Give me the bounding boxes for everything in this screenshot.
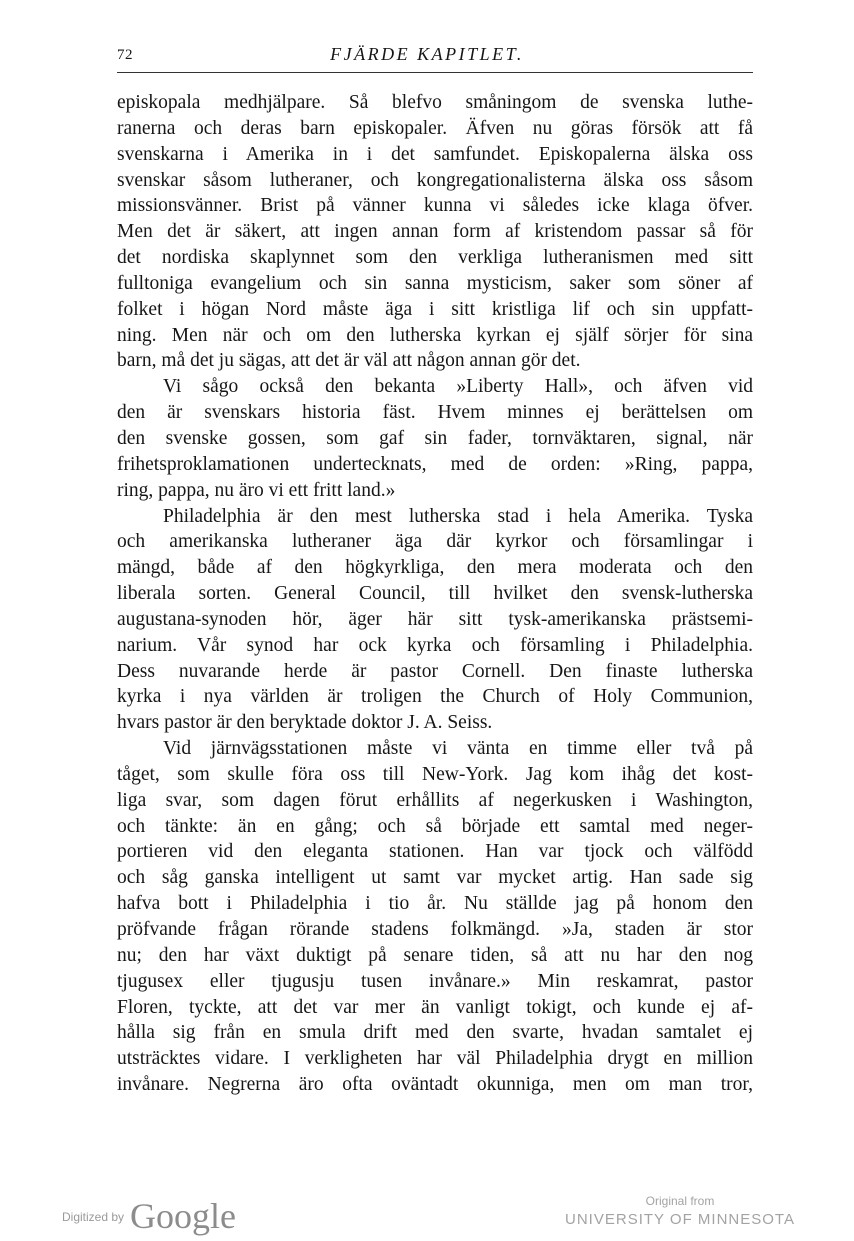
- text-line: ning. Men när och om den lutherska kyrkan ej själf sörjer för sina: [117, 324, 753, 346]
- text-line: augustana-synoden hör, äger här sitt tysk-amerikanska prästsemi-: [117, 608, 753, 630]
- text-line: folket i högan Nord måste äga i sitt kristliga lif och sin uppfatt-: [117, 298, 753, 320]
- text-line: pröfvande frågan rörande stadens folkmängd. »Ja, staden är stor: [117, 919, 753, 940]
- original-from-watermark: [560, 1194, 800, 1228]
- text-line: liberala sorten. General Council, till hvilket den svensk-lutherska: [117, 583, 753, 605]
- text-line: tjugusex eller tjugusju tusen invånare.» Min reskamrat, pastor: [117, 970, 753, 992]
- text-line: Men det är säkert, att ingen annan form af kristendom passar så för: [117, 221, 753, 243]
- running-head: FJÄRDE KAPITLET.: [330, 44, 524, 64]
- original-from-label: Original from: [645, 1194, 715, 1208]
- text-line: portieren vid den eleganta stationen. Han var tjock och välfödd: [117, 841, 753, 863]
- text-line: invånare. Negrerna äro ofta oväntadt okunniga, men om man tror,: [117, 1074, 753, 1096]
- text-line: den svenske gossen, som gaf sin fader, tornväktaren, signal, när: [117, 427, 753, 449]
- text-line: det nordiska skaplynnet som den verkliga lutheranismen med sitt: [117, 247, 753, 269]
- text-line: utsträcktes vidare. I verkligheten har väl Philadelphia drygt en million: [117, 1048, 753, 1070]
- text-line: narium. Vår synod har ock kyrka och församling i Philadelphia.: [117, 634, 753, 656]
- text-line: ranerna och deras barn episkopaler. Äfven nu göras försök att få: [117, 117, 753, 139]
- institution-name: UNIVERSITY OF MINNESOTA: [565, 1211, 795, 1228]
- text-line: hvars pastor är den beryktade doktor J. A. Seiss.: [117, 712, 493, 734]
- text-line: fulltoniga evangelium och sin sanna mysticism, saker som söner af: [117, 272, 753, 294]
- text-line: tåget, som skulle föra oss till New-York. Jag kom ihåg det kost-: [117, 763, 753, 785]
- text-line: svenskarna i Amerika in i det samfundet. Episkopalerna älska oss: [117, 143, 753, 165]
- header-rule: [117, 72, 753, 73]
- text-line: nu; den har växt duktigt på senare tiden, så att nu har den nog: [117, 944, 753, 966]
- text-line: hafva bott i Philadelphia i tio år. Nu ställde jag på honom den: [117, 893, 753, 915]
- text-line: ring, pappa, nu äro vi ett fritt land.»: [117, 479, 396, 501]
- text-line: och såg ganska intelligent ut samt var mycket artig. Han sade sig: [117, 867, 753, 889]
- body-text: [117, 90, 753, 1098]
- text-line: missionsvänner. Brist på vänner kunna vi således icke klaga öfver.: [117, 195, 753, 217]
- digitized-by-label: Digitized by: [62, 1210, 125, 1224]
- digitized-by-watermark: [62, 1188, 237, 1236]
- text-line: Vid järnvägsstationen måste vi vänta en timme eller två på: [163, 738, 753, 760]
- text-line: kyrka i nya världen är troligen the Church of Holy Communion,: [117, 686, 753, 708]
- text-line: Philadelphia är den mest lutherska stad i hela Amerika. Tyska: [163, 505, 753, 527]
- text-line: Floren, tyckte, att det var mer än vanligt tokigt, och kunde ej af-: [117, 996, 753, 1018]
- page-number: 72: [117, 47, 133, 63]
- text-line: mängd, både af den högkyrkliga, den mera moderata och den: [117, 557, 753, 579]
- text-line: den är svenskars historia fäst. Hvem minnes ej berättelsen om: [117, 402, 753, 424]
- text-line: och tänkte: än en gång; och så började ett samtal med neger-: [117, 815, 753, 837]
- text-line: barn, må det ju sägas, att det är väl att någon annan gör det.: [117, 350, 581, 372]
- text-line: svenskar såsom lutheraner, och kongregationalisterna älska oss såsom: [117, 169, 753, 191]
- text-line: Vi sågo också den bekanta »Liberty Hall», och äfven vid: [163, 376, 753, 398]
- text-line: liga svar, som dagen förut erhållits af negerkusken i Washington,: [117, 789, 753, 811]
- text-line: frihetsproklamationen undertecknats, med de orden: »Ring, pappa,: [117, 453, 753, 475]
- text-line: episkopala medhjälpare. Så blefvo småningom de svenska luthe-: [117, 92, 753, 113]
- google-logo: Google: [130, 1196, 237, 1236]
- text-line: Dess nuvarande herde är pastor Cornell. Den finaste lutherska: [117, 660, 753, 682]
- text-line: hålla sig från en smula drift med den svarte, hvadan samtalet ej: [117, 1022, 753, 1044]
- text-line: och amerikanska lutheraner äga där kyrkor och församlingar i: [117, 531, 753, 553]
